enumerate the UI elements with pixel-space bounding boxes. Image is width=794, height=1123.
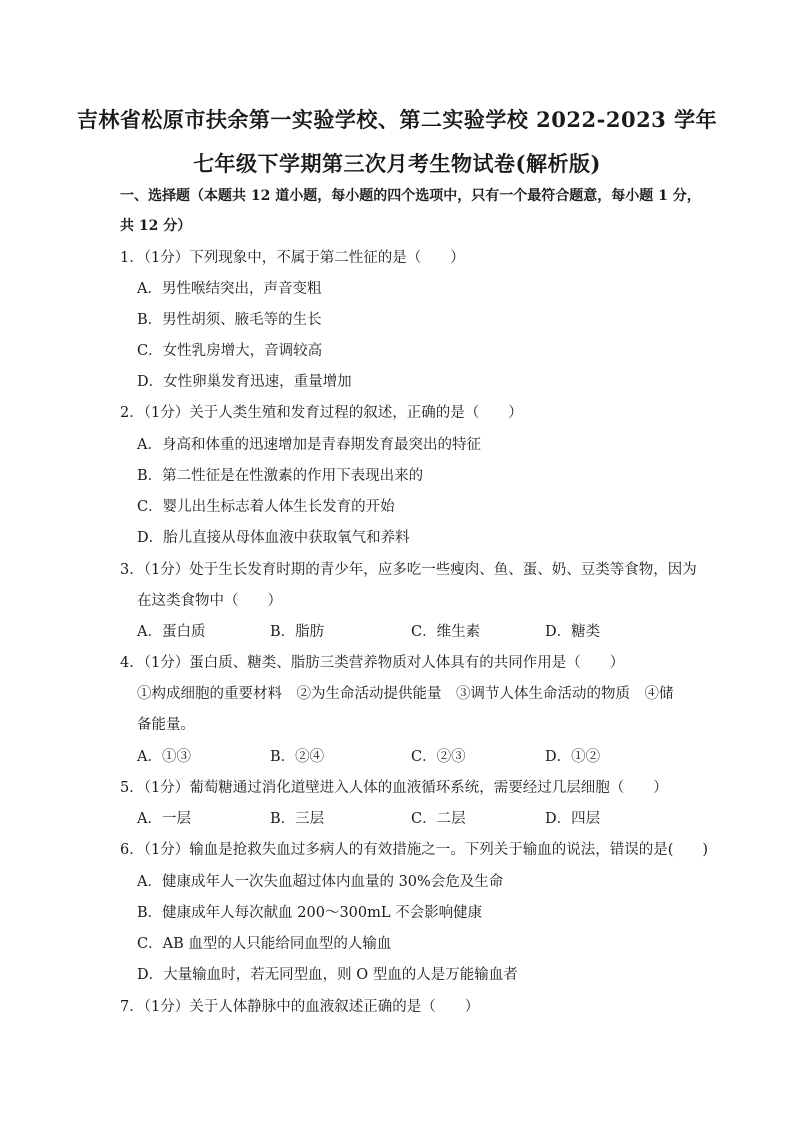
question-1-option-b: B．男性胡须、腋毛等的生长: [137, 312, 322, 328]
question-7-stem: 7．（1分）关于人体静脉中的血液叙述正确的是（ ）: [120, 999, 480, 1015]
question-1-option-c: C．女性乳房增大，音调较高: [137, 343, 323, 359]
question-2-option-a: A．身高和体重的迅速增加是青春期发育最突出的特征: [137, 437, 481, 453]
question-4-stem-line-1: 4．（1分）蛋白质、糖类、脂肪三类营养物质对人体具有的共同作用是（ ）: [120, 655, 625, 671]
question-3-option-a: A．蛋白质: [137, 624, 206, 640]
question-3-stem-line-2: 在这类食物中（ ）: [137, 593, 282, 609]
question-4-option-c: C．②③: [411, 749, 466, 765]
question-3-options: [0, 622, 794, 642]
question-1-option-d: D．女性卵巢发育迅速，重量增加: [137, 374, 352, 390]
question-6-option-b: B．健康成年人每次献血 200～300mL 不会影响健康: [137, 905, 483, 921]
question-4-option-d: D．①②: [545, 749, 601, 765]
question-5-option-b: B．三层: [270, 811, 325, 827]
page-title-line-2: 七年级下学期第三次月考生物试卷(解析版): [193, 151, 601, 176]
question-6-stem: 6．（1分）输血是抢救失血过多病人的有效措施之一。下列关于输血的说法，错误的是( ): [120, 842, 709, 858]
question-5-option-a: A．一层: [137, 811, 191, 827]
question-2-option-c: C．婴儿出生标志着人体生长发育的开始: [137, 499, 395, 515]
question-6-option-d: D．大量输血时，若无同型血，则 O 型血的人是万能输血者: [137, 967, 518, 983]
question-6-option-c: C．AB 血型的人只能给同血型的人输血: [137, 936, 392, 952]
section-heading-line-1: 一、选择题（本题共 12 道小题，每小题的四个选项中，只有一个最符合题意，每小题 1 分，: [120, 188, 701, 204]
question-2-stem: 2．（1分）关于人类生殖和发育过程的叙述，正确的是（ ）: [120, 405, 523, 421]
question-4-option-b: B．②④: [270, 749, 325, 765]
question-2-option-d: D．胎儿直接从母体血液中获取氧气和养料: [137, 530, 410, 546]
question-1-option-a: A．男性喉结突出，声音变粗: [137, 281, 322, 297]
section-heading-line-2: 共 12 分）: [120, 218, 192, 234]
question-4-stem-line-3: 备能量。: [137, 717, 195, 733]
question-2-option-b: B．第二性征是在性激素的作用下表现出来的: [137, 468, 424, 484]
page-title-line-1: 吉林省松原市扶余第一实验学校、第二实验学校 2022-2023 学年: [76, 107, 718, 132]
question-5-option-d: D．四层: [545, 811, 601, 827]
question-4-options: [0, 747, 794, 767]
question-3-option-c: C．维生素: [411, 624, 481, 640]
question-4-stem-line-2: ①构成细胞的重要材料 ②为生命活动提供能量 ③调节人体生命活动的物质 ④储: [137, 686, 674, 702]
question-3-stem-line-1: 3．（1分）处于生长发育时期的青少年，应多吃一些瘦肉、鱼、蛋、奶、豆类等食物，因为: [120, 562, 697, 578]
question-5-stem: 5．（1分）葡萄糖通过消化道壁进入人体的血液循环系统，需要经过几层细胞（ ）: [120, 780, 668, 796]
question-5-option-c: C．二层: [411, 811, 466, 827]
question-1-stem: 1．（1分）下列现象中，不属于第二性征的是（ ）: [120, 250, 465, 266]
question-3-option-b: B．脂肪: [270, 624, 325, 640]
question-6-option-a: A．健康成年人一次失血超过体内血量的 30%会危及生命: [137, 874, 504, 890]
question-3-option-d: D．糖类: [545, 624, 601, 640]
question-5-options: [0, 809, 794, 829]
question-4-option-a: A．①③: [137, 749, 191, 765]
